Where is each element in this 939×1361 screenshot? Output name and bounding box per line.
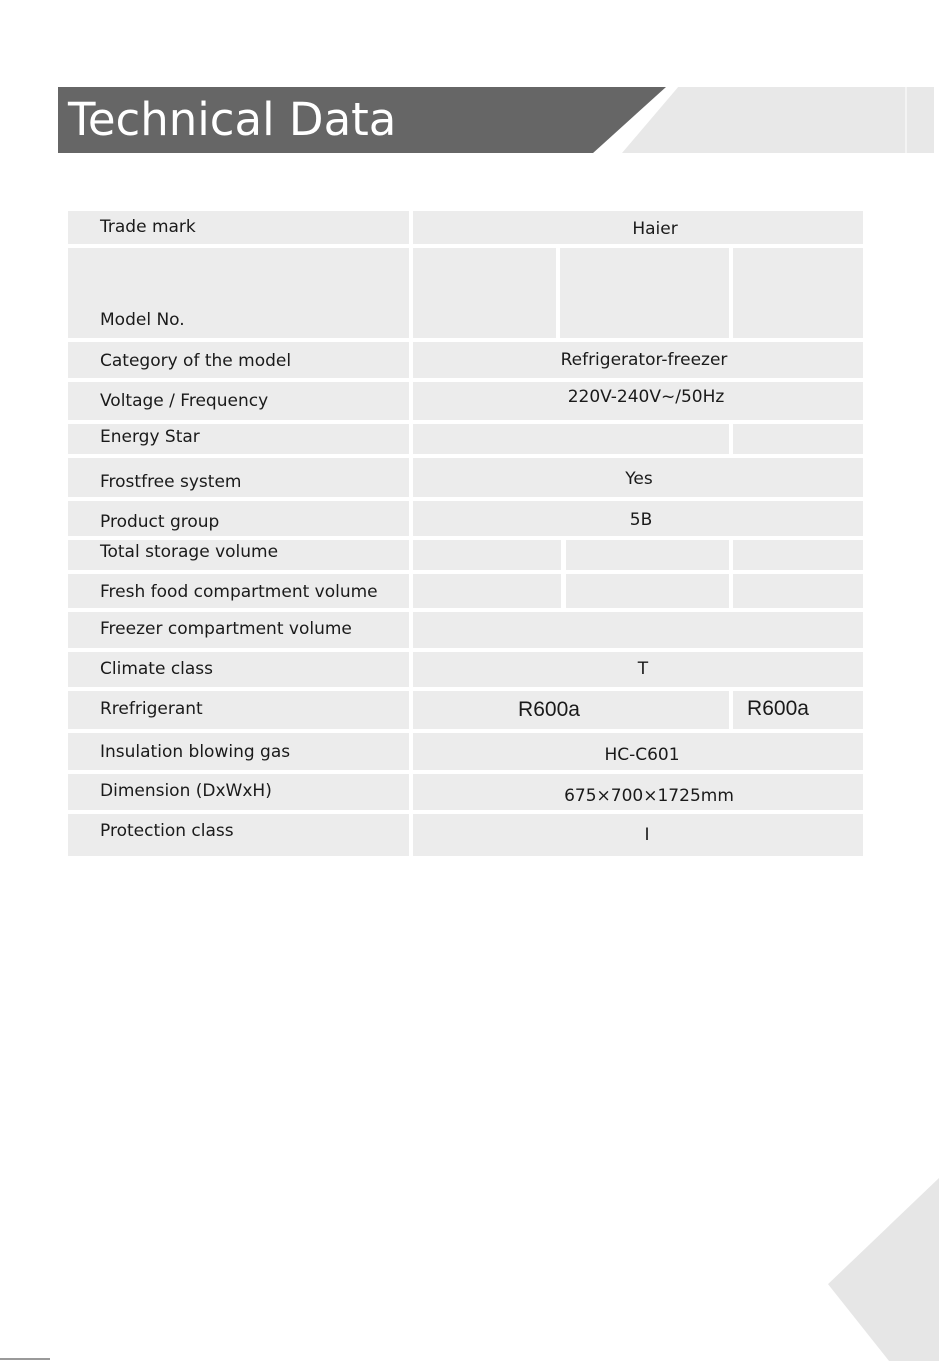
- spec-label: Product group: [100, 512, 220, 532]
- spec-row-freezer-volume-label: [68, 612, 409, 648]
- spec-row-total-volume-cell-3: [733, 540, 863, 570]
- spec-row-climate-class-value: [413, 652, 863, 687]
- spec-label: Model No.: [100, 310, 185, 330]
- spec-row-trade-mark-value: [413, 211, 863, 244]
- page-corner-decoration: [828, 1178, 939, 1361]
- technical-data-table: [68, 211, 863, 856]
- spec-row-dimension-label: [68, 774, 409, 810]
- spec-value: 5B: [629, 510, 653, 530]
- spec-label: Fresh food compartment volume: [100, 582, 378, 602]
- spec-label: Climate class: [100, 659, 214, 679]
- spec-value: I: [644, 825, 650, 845]
- spec-value: R600a: [518, 698, 580, 721]
- spec-row-voltage-value: [413, 382, 863, 420]
- spec-row-protection-class-label: [68, 814, 409, 856]
- spec-row-refrigerant-cell-1: [413, 691, 729, 729]
- spec-row-insulation-gas-value: [413, 733, 863, 770]
- spec-label: Energy Star: [100, 427, 200, 447]
- spec-value: Haier: [632, 219, 678, 239]
- spec-row-energy-star-cell-1: [413, 424, 729, 454]
- spec-row-insulation-gas-label: [68, 733, 409, 770]
- spec-value: 220V-240V~/50Hz: [567, 387, 725, 407]
- page-title: Technical Data: [68, 93, 397, 146]
- spec-row-category-label: [68, 342, 409, 378]
- spec-row-model-no-label: [68, 248, 409, 338]
- spec-row-refrigerant-label: [68, 691, 409, 729]
- header-tab-decoration: [622, 87, 934, 153]
- spec-row-product-group-value: [413, 501, 863, 536]
- spec-row-frostfree-label: [68, 458, 409, 497]
- spec-label: Dimension (DxWxH): [100, 781, 272, 801]
- spec-row-total-volume-cell-2: [566, 540, 729, 570]
- spec-row-category-value: [413, 342, 863, 378]
- spec-row-frostfree-value: [413, 458, 863, 497]
- spec-row-dimension-value: [413, 774, 863, 810]
- spec-value: T: [637, 659, 649, 679]
- spec-row-model-no-cell-3: [733, 248, 863, 338]
- spec-row-energy-star-label: [68, 424, 409, 454]
- spec-row-fresh-volume-cell-2: [566, 574, 729, 608]
- spec-value: Yes: [625, 469, 653, 489]
- spec-value: 675×700×1725mm: [564, 786, 734, 806]
- spec-label: Total storage volume: [100, 542, 279, 562]
- spec-label: Trade mark: [100, 217, 196, 237]
- spec-row-energy-star-cell-2: [733, 424, 863, 454]
- spec-row-trade-mark-label: [68, 211, 409, 244]
- spec-row-fresh-volume-cell-3: [733, 574, 863, 608]
- spec-label: Voltage / Frequency: [100, 391, 269, 411]
- spec-row-fresh-volume-cell-1: [413, 574, 561, 608]
- spec-label: Freezer compartment volume: [100, 619, 352, 639]
- spec-label: Rrefrigerant: [100, 699, 203, 719]
- spec-row-voltage-label: [68, 382, 409, 420]
- spec-row-freezer-volume-value: [413, 612, 863, 648]
- spec-label: Frostfree system: [100, 472, 242, 492]
- spec-row-product-group-label: [68, 501, 409, 536]
- spec-label: Category of the model: [100, 351, 292, 371]
- spec-row-fresh-volume-label: [68, 574, 409, 608]
- page-edge-mark: [0, 1358, 50, 1360]
- spec-row-model-no-cell-1: [413, 248, 556, 338]
- header-tab-edge: [905, 87, 907, 153]
- spec-row-total-volume-cell-1: [413, 540, 561, 570]
- spec-value: Refrigerator-freezer: [560, 350, 728, 370]
- spec-label: Insulation blowing gas: [100, 742, 291, 762]
- spec-label: Protection class: [100, 821, 234, 841]
- spec-row-protection-class-value: [413, 814, 863, 856]
- spec-row-model-no-cell-2: [560, 248, 729, 338]
- spec-row-refrigerant-cell-2: [733, 691, 863, 729]
- spec-row-total-volume-label: [68, 540, 409, 570]
- spec-value: R600a: [747, 697, 809, 720]
- spec-value: HC-C601: [604, 745, 680, 765]
- spec-row-climate-class-label: [68, 652, 409, 687]
